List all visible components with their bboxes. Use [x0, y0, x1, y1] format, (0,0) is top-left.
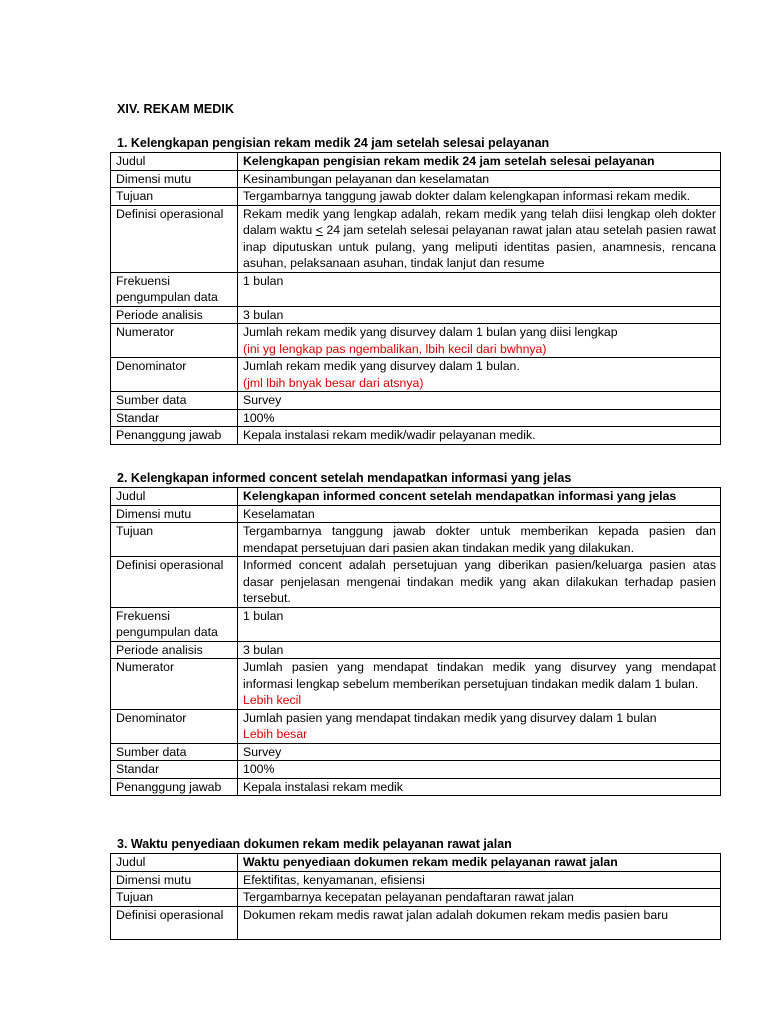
- table-row: [111, 392, 721, 410]
- indicator-section-3: [110, 837, 721, 940]
- row-value: Kesinambungan pelayanan dan keselamatan: [238, 170, 721, 188]
- table-row: [111, 743, 721, 761]
- annotation-note: Lebih besar: [243, 727, 308, 741]
- row-label: Tujuan: [111, 889, 238, 907]
- table-row: [111, 778, 721, 796]
- row-value: Jumlah rekam medik yang disurvey dalam 1 bulan.: [243, 359, 520, 373]
- row-value-cell: [238, 358, 721, 392]
- row-label: Definisi operasional: [111, 557, 238, 608]
- indicator-section-2: [110, 471, 721, 796]
- indicator-table: [110, 853, 721, 940]
- row-label: Definisi operasional: [111, 906, 238, 939]
- row-value: Kepala instalasi rekam medik/wadir pelayanan medik.: [238, 427, 721, 445]
- row-label: Judul: [111, 153, 238, 171]
- table-row: [111, 871, 721, 889]
- table-row: [111, 272, 721, 306]
- table-row: [111, 557, 721, 608]
- less-equal-symbol: <: [315, 223, 323, 237]
- row-label: Tujuan: [111, 188, 238, 206]
- row-value-cell: [238, 324, 721, 358]
- table-row: [111, 523, 721, 557]
- table-row: [111, 854, 721, 872]
- table-row: [111, 306, 721, 324]
- table-row: [111, 761, 721, 779]
- row-label: Penanggung jawab: [111, 427, 238, 445]
- row-value: Informed concent adalah persetujuan yang diberikan pasien/keluarga pasien atas dasar penjelasan mengenai tindakan medik yang akan dilakukan terhadap pasien tersebut.: [238, 557, 721, 608]
- table-row: [111, 188, 721, 206]
- table-row: [111, 170, 721, 188]
- row-label: Periode analisis: [111, 641, 238, 659]
- section-title: 2. Kelengkapan informed concent setelah mendapatkan informasi yang jelas: [117, 471, 572, 485]
- section-title: 3. Waktu penyediaan dokumen rekam medik pelayanan rawat jalan: [117, 837, 512, 851]
- table-row: [111, 358, 721, 392]
- row-value: 100%: [238, 409, 721, 427]
- row-label: Judul: [111, 854, 238, 872]
- row-label: Periode analisis: [111, 306, 238, 324]
- row-label: Sumber data: [111, 743, 238, 761]
- value-text: 24 jam setelah selesai pelayanan rawat jalan atau setelah pasien rawat inap diputuskan untuk pulang, yang meliputi identitas pasien, anamnesis, rencana asuhan, pelaksanaan asuhan, tindak lanjut dan resume: [243, 223, 717, 270]
- row-value: Waktu penyediaan dokumen rekam medik pelayanan rawat jalan: [238, 854, 721, 872]
- table-row: [111, 659, 721, 710]
- table-row: [111, 427, 721, 445]
- table-row: [111, 889, 721, 907]
- table-row: [111, 906, 721, 939]
- row-value: 3 bulan: [238, 641, 721, 659]
- row-label: Dimensi mutu: [111, 871, 238, 889]
- table-row: [111, 324, 721, 358]
- row-value-cell: [238, 709, 721, 743]
- row-value: Dokumen rekam medis rawat jalan adalah dokumen rekam medis pasien baru: [238, 906, 721, 939]
- row-value: Efektifitas, kenyamanan, efisiensi: [238, 871, 721, 889]
- row-label: Standar: [111, 761, 238, 779]
- row-value: Jumlah pasien yang mendapat tindakan medik yang disurvey yang mendapat informasi lengkap sebelum memberikan persetujuan tindakan medik dalam 1 bulan.: [243, 660, 716, 691]
- row-value: Survey: [238, 392, 721, 410]
- row-value: 1 bulan: [238, 607, 721, 641]
- indicator-section-1: [110, 136, 721, 445]
- row-value-cell: [238, 659, 721, 710]
- row-label: Dimensi mutu: [111, 170, 238, 188]
- row-label: Frekuensi pengumpulan data: [111, 607, 238, 641]
- row-label: Definisi operasional: [111, 205, 238, 272]
- row-value: Jumlah pasien yang mendapat tindakan medik yang disurvey dalam 1 bulan: [243, 710, 657, 725]
- row-label: Denominator: [111, 358, 238, 392]
- table-row: [111, 607, 721, 641]
- row-label: Penanggung jawab: [111, 778, 238, 796]
- row-value: Kelengkapan informed concent setelah mendapatkan informasi yang jelas: [238, 488, 721, 506]
- table-row: [111, 709, 721, 743]
- row-value: Keselamatan: [238, 505, 721, 523]
- table-row: [111, 505, 721, 523]
- table-row: [111, 153, 721, 171]
- row-value: 1 bulan: [238, 272, 721, 306]
- table-row: [111, 409, 721, 427]
- page-title: XIV. REKAM MEDIK: [117, 102, 235, 116]
- row-value: Kelengkapan pengisian rekam medik 24 jam setelah selesai pelayanan: [238, 153, 721, 171]
- annotation-note: Lebih kecil: [243, 693, 302, 707]
- row-value: Survey: [238, 743, 721, 761]
- row-value: Tergambarnya tanggung jawab dokter dalam kelengkapan informasi rekam medik.: [238, 188, 721, 206]
- annotation-note: (ini yg lengkap pas ngembalikan, lbih kecil dari bwhnya): [243, 341, 547, 356]
- indicator-table: [110, 487, 721, 796]
- row-label: Sumber data: [111, 392, 238, 410]
- row-label: Dimensi mutu: [111, 505, 238, 523]
- value-text: Rekam medik yang lengkap adalah, rekam medik yang telah diisi lengkap oleh dokter dalam waktu: [243, 206, 716, 237]
- row-value: Jumlah rekam medik yang disurvey dalam 1 bulan yang diisi lengkap: [243, 325, 618, 339]
- row-label: Frekuensi pengumpulan data: [111, 272, 238, 306]
- row-label: Denominator: [111, 709, 238, 743]
- row-value: Tergambarnya kecepatan pelayanan pendaftaran rawat jalan: [238, 889, 721, 907]
- row-value: Tergambarnya tanggung jawab dokter untuk memberikan kepada pasien dan mendapat persetujuan dari pasien akan tindakan medik yang dilakukan.: [238, 523, 721, 557]
- indicator-table: [110, 152, 721, 445]
- row-value: 3 bulan: [238, 306, 721, 324]
- section-title: 1. Kelengkapan pengisian rekam medik 24 jam setelah selesai pelayanan: [117, 136, 550, 150]
- row-value: [238, 205, 721, 272]
- annotation-note: (jml lbih bnyak besar dari atsnya): [243, 375, 424, 390]
- row-label: Standar: [111, 409, 238, 427]
- row-label: Judul: [111, 488, 238, 506]
- row-value: 100%: [238, 761, 721, 779]
- row-label: Numerator: [111, 324, 238, 358]
- table-row: [111, 488, 721, 506]
- row-label: Tujuan: [111, 523, 238, 557]
- table-row: [111, 205, 721, 272]
- table-row: [111, 641, 721, 659]
- row-label: Numerator: [111, 659, 238, 710]
- row-value: Kepala instalasi rekam medik: [238, 778, 721, 796]
